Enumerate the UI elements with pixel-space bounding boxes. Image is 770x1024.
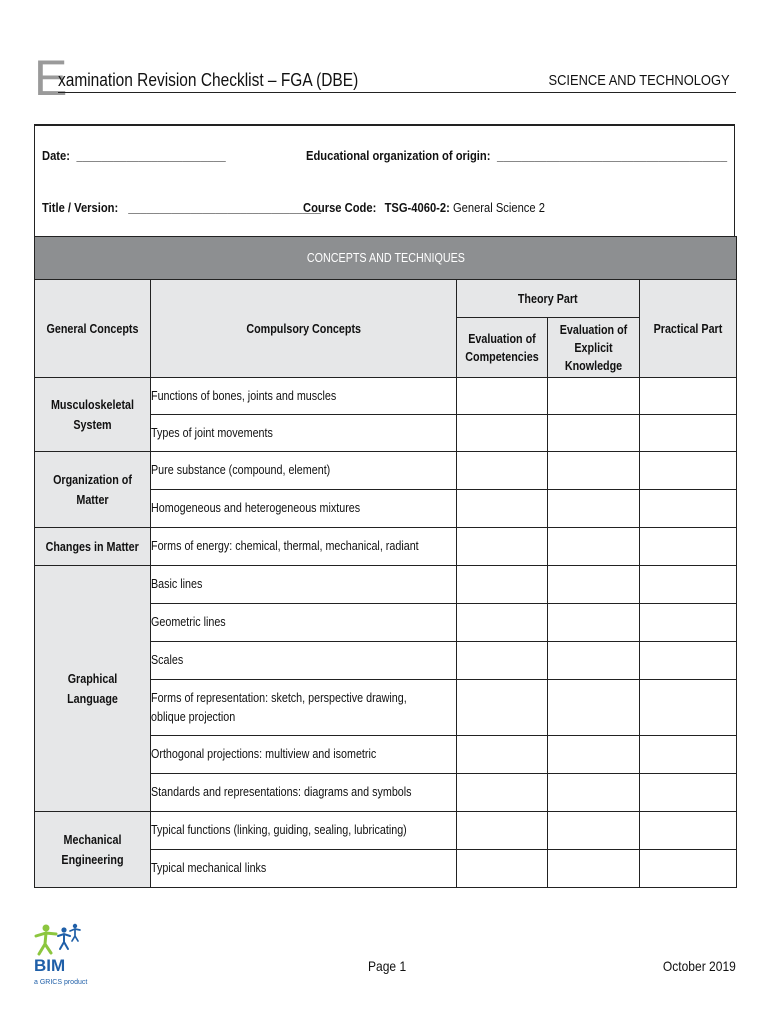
practical-check-cell[interactable] — [640, 680, 737, 736]
date-field[interactable] — [42, 148, 226, 163]
general-concept-cell: Organization of Matter — [35, 452, 151, 528]
competency-check-cell[interactable] — [457, 415, 548, 452]
compulsory-concept-cell: Typical mechanical links — [151, 850, 457, 888]
compulsory-concept-cell: Scales — [151, 642, 457, 680]
general-concept-cell: Musculoskeletal System — [35, 378, 151, 452]
general-concept-cell: Mechanical Engineering — [35, 812, 151, 888]
course-code-value: TSG-4060-2: — [384, 200, 450, 215]
knowledge-check-cell[interactable] — [548, 680, 640, 736]
knowledge-check-cell[interactable] — [548, 736, 640, 774]
practical-check-cell[interactable] — [640, 490, 737, 528]
practical-check-cell[interactable] — [640, 415, 737, 452]
date-label: Date: — [42, 148, 70, 163]
compulsory-concept-cell: Basic lines — [151, 566, 457, 604]
compulsory-concept-cell: Forms of representation: sketch, perspective drawing, oblique projection — [151, 680, 457, 736]
compulsory-concept-cell: Pure substance (compound, element) — [151, 452, 457, 490]
form-fields — [34, 124, 735, 236]
practical-part-header: Practical Part — [640, 280, 737, 378]
organization-field[interactable] — [306, 148, 727, 163]
subject-label: SCIENCE AND TECHNOLOGY — [548, 72, 730, 89]
title-version-label: Title / Version: — [42, 200, 119, 215]
concepts-banner: CONCEPTS AND TECHNIQUES — [35, 237, 737, 280]
practical-check-cell[interactable] — [640, 736, 737, 774]
knowledge-check-cell[interactable] — [548, 812, 640, 850]
competency-check-cell[interactable] — [457, 490, 548, 528]
table-row — [35, 528, 737, 566]
knowledge-check-cell[interactable] — [548, 604, 640, 642]
course-name: General Science 2 — [452, 200, 545, 215]
practical-check-cell[interactable] — [640, 642, 737, 680]
competency-check-cell[interactable] — [457, 528, 548, 566]
competency-check-cell[interactable] — [457, 642, 548, 680]
compulsory-concept-cell: Forms of energy: chemical, thermal, mechanical, radiant — [151, 528, 457, 566]
competency-check-cell[interactable] — [457, 452, 548, 490]
practical-check-cell[interactable] — [640, 812, 737, 850]
title-underline — [58, 92, 736, 93]
practical-check-cell[interactable] — [640, 850, 737, 888]
figures-logo-icon — [34, 922, 82, 956]
general-concept-cell: Graphical Language — [35, 566, 151, 812]
table-row — [35, 452, 737, 490]
logo-subtext: a GRICS product — [34, 979, 88, 986]
compulsory-concept-cell: Orthogonal projections: multiview and isometric — [151, 736, 457, 774]
knowledge-check-cell[interactable] — [548, 452, 640, 490]
footer-date: October 2019 — [663, 958, 736, 974]
practical-check-cell[interactable] — [640, 378, 737, 415]
page-number: Page 1 — [368, 958, 407, 974]
title-initial: E — [34, 50, 67, 106]
compulsory-concept-cell: Functions of bones, joints and muscles — [151, 378, 457, 415]
knowledge-check-cell[interactable] — [548, 490, 640, 528]
competency-check-cell[interactable] — [457, 680, 548, 736]
knowledge-check-cell[interactable] — [548, 642, 640, 680]
logo-text: BIM — [34, 956, 66, 975]
date-line: ________________________ — [76, 148, 226, 163]
document-header — [34, 50, 736, 106]
title-version-line: _______________________________ — [128, 200, 321, 215]
organization-line: _____________________________________ — [497, 148, 728, 163]
general-concepts-header: General Concepts — [35, 280, 151, 378]
table-row — [35, 812, 737, 850]
course-code-field — [303, 200, 545, 215]
compulsory-concept-cell: Homogeneous and heterogeneous mixtures — [151, 490, 457, 528]
compulsory-concept-cell: Geometric lines — [151, 604, 457, 642]
knowledge-check-cell[interactable] — [548, 566, 640, 604]
knowledge-check-cell[interactable] — [548, 415, 640, 452]
compulsory-concept-cell: Typical functions (linking, guiding, sealing, lubricating) — [151, 812, 457, 850]
practical-check-cell[interactable] — [640, 452, 737, 490]
table-row — [35, 378, 737, 415]
knowledge-check-cell[interactable] — [548, 528, 640, 566]
competency-check-cell[interactable] — [457, 774, 548, 812]
competency-check-cell[interactable] — [457, 604, 548, 642]
knowledge-check-cell[interactable] — [548, 378, 640, 415]
compulsory-concept-cell: Standards and representations: diagrams and symbols — [151, 774, 457, 812]
competency-check-cell[interactable] — [457, 850, 548, 888]
competency-check-cell[interactable] — [457, 566, 548, 604]
knowledge-check-cell[interactable] — [548, 850, 640, 888]
bim-logo — [34, 922, 94, 990]
eval-competencies-header: Evaluation of Competencies — [457, 318, 548, 378]
practical-check-cell[interactable] — [640, 774, 737, 812]
practical-check-cell[interactable] — [640, 528, 737, 566]
competency-check-cell[interactable] — [457, 378, 548, 415]
general-concept-cell: Changes in Matter — [35, 528, 151, 566]
title-version-field[interactable] — [42, 200, 321, 215]
organization-label: Educational organization of origin: — [306, 148, 491, 163]
table-row — [35, 566, 737, 604]
compulsory-concept-cell: Types of joint movements — [151, 415, 457, 452]
eval-knowledge-header: Evaluation of Explicit Knowledge — [548, 318, 640, 378]
competency-check-cell[interactable] — [457, 736, 548, 774]
knowledge-check-cell[interactable] — [548, 774, 640, 812]
document-title: xamination Revision Checklist – FGA (DBE) — [58, 70, 359, 90]
practical-check-cell[interactable] — [640, 604, 737, 642]
course-code-label: Course Code: — [303, 200, 377, 215]
practical-check-cell[interactable] — [640, 566, 737, 604]
checklist-table — [34, 236, 737, 888]
theory-part-header: Theory Part — [457, 280, 640, 318]
competency-check-cell[interactable] — [457, 812, 548, 850]
compulsory-concepts-header: Compulsory Concepts — [151, 280, 457, 378]
